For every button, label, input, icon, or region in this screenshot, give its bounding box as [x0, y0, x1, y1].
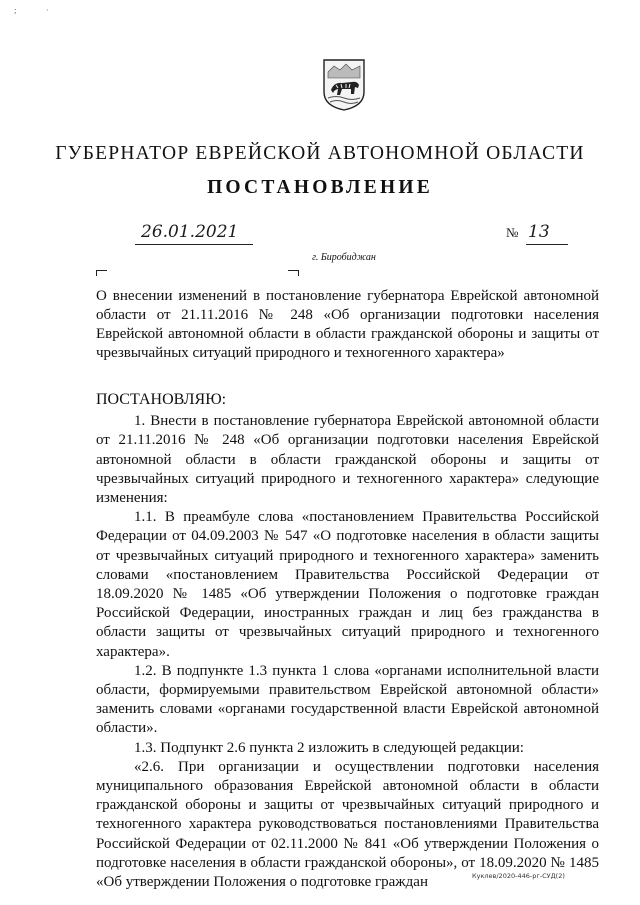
document-subject: О внесении изменений в постановление губернатора Еврейской автономной области от 21.11.2016 № 248 «Об организации подготовки населения Еврейской автономной области в области гражданской обороны и защиты от чрезвычайных ситуаций природного и техногенного характера» — [96, 288, 599, 361]
document-body — [96, 390, 599, 892]
scan-mark: · — [46, 6, 49, 15]
resolution-lead: ПОСТАНОВЛЯЮ: — [96, 391, 227, 408]
authority-title: ГУБЕРНАТОР ЕВРЕЙСКОЙ АВТОНОМНОЙ ОБЛАСТИ — [55, 143, 585, 164]
number-value: 13 — [528, 222, 550, 242]
date-field — [135, 222, 253, 245]
paragraph: 1.2. В подпункте 1.3 пункта 1 слова «органами исполнительной власти области, формируемыми правительством Еврейской автономной области» заменить словами «органами государственной власти Еврейской автономной области». — [96, 662, 599, 737]
coat-of-arms-icon — [322, 58, 366, 112]
scan-mark: ; — [14, 6, 17, 15]
paragraph: «2.6. При организации и осуществлении подготовки населения муниципального образования Еврейской автономной области в области гражданской обороны и защиты от чрезвычайных ситуаций природного и техногенного характера руководствоваться постановлениями Правительства Российской Федерации от 02.11.2000 № 841 «Об утверждении Положения о подготовке населения в области гражданской обороны», от 18.09.2020 № 1485 «Об утверждении Положения о подготовке граждан — [96, 758, 599, 891]
document-type: ПОСТАНОВЛЕНИЕ — [207, 177, 433, 198]
paragraph: 1.3. Подпункт 2.6 пункта 2 изложить в следующей редакции: — [134, 739, 524, 756]
corner-mark-left — [96, 270, 107, 276]
date-value: 26.01.2021 — [141, 222, 239, 242]
paragraph: 1.1. В преамбуле слова «постановлением Правительства Российской Федерации от 04.09.2003 № 547 «О подготовке населения в области защиты от чрезвычайных ситуаций природного и техногенного характера» заменить словами «постановлением Правительства Российской Федерации от 18.09.2020 № 1485 «Об утверждении Положения о подготовке граждан Российской Федерации, иностранных граждан и лиц без гражданства в области защиты от чрезвычайных ситуаций природного и техногенного характера». — [96, 509, 599, 660]
number-field — [526, 222, 568, 245]
city: г. Биробиджан — [312, 252, 376, 263]
paragraph: 1. Внести в постановление губернатора Еврейской автономной области от 21.11.2016 № 248 «Об организации подготовки населения Еврейской автономной области в области гражданской обороны и защиты от чрезвычайных ситуаций природного и техногенного характера» следующие изменения: — [96, 413, 599, 507]
footer-code: Куклев/2020-446-рг-СУД(2) — [472, 872, 565, 880]
corner-mark-right — [288, 270, 299, 276]
number-label: № — [506, 225, 519, 240]
